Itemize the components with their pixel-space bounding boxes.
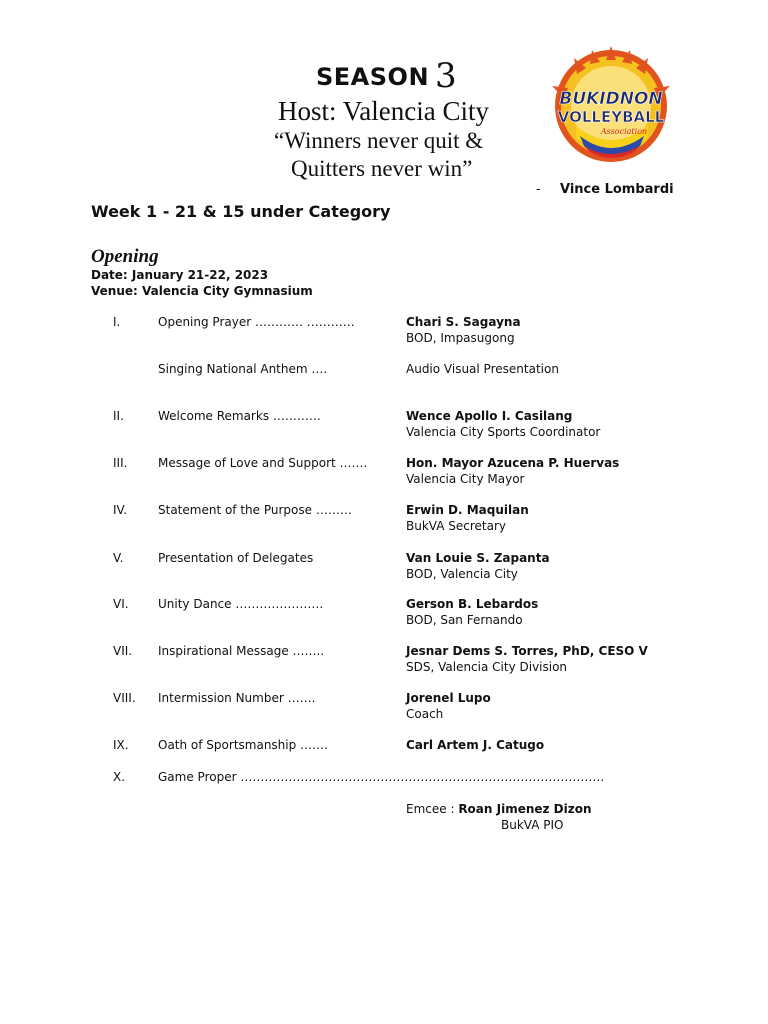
quote-author — [536, 182, 674, 197]
program-item: Inspirational Message …….. — [158, 644, 325, 658]
season-number: 3 — [435, 56, 458, 96]
program-person: Carl Artem J. Catugo — [406, 738, 545, 752]
program-person: Jesnar Dems S. Torres, PhD, CESO V — [406, 644, 648, 658]
week-title: Week 1 - 21 & 15 under Category — [91, 202, 391, 221]
program-numeral: I. — [113, 315, 121, 329]
program-person: Jorenel Lupo — [406, 691, 491, 705]
program-person: Hon. Mayor Azucena P. Huervas — [406, 456, 620, 470]
program-numeral: II. — [113, 409, 124, 423]
program-numeral: IX. — [113, 738, 129, 752]
program-role: BOD, Impasugong — [406, 331, 515, 345]
program-role: BOD, San Fernando — [406, 613, 523, 627]
program-item: Statement of the Purpose ……… — [158, 503, 352, 517]
program-item: Oath of Sportsmanship ……. — [158, 738, 328, 752]
program-item: Singing National Anthem …. — [158, 362, 328, 376]
program-item: Game Proper ………………………………………………………………………………. — [158, 770, 605, 784]
program-role: BOD, Valencia City — [406, 567, 518, 581]
program-item: Unity Dance …………………. — [158, 597, 324, 611]
program-numeral: VI. — [113, 597, 129, 611]
emcee-name: Roan Jimenez Dizon — [458, 802, 592, 816]
program-item: Opening Prayer ………… ………… — [158, 315, 355, 329]
author-dash: - — [536, 182, 541, 197]
program-role: Valencia City Sports Coordinator — [406, 425, 601, 439]
event-venue: Venue: Valencia City Gymnasium — [91, 284, 313, 298]
season-title — [316, 56, 457, 96]
event-date: Date: January 21-22, 2023 — [91, 268, 269, 282]
emcee-line — [406, 802, 592, 816]
program-numeral: X. — [113, 770, 126, 784]
program-numeral: III. — [113, 456, 128, 470]
opening-title: Opening — [91, 246, 159, 267]
host-title: Host: Valencia City — [278, 96, 489, 126]
program-item: Message of Love and Support ……. — [158, 456, 368, 470]
program-item: Presentation of Delegates — [158, 551, 314, 565]
program-role: Valencia City Mayor — [406, 472, 525, 486]
program-numeral: VIII. — [113, 691, 136, 705]
quote-line-2: Quitters never win” — [291, 156, 473, 181]
program-role: Coach — [406, 707, 444, 721]
program-person: Wence Apollo I. Casilang — [406, 409, 573, 423]
quote-line-1: “Winners never quit & — [274, 128, 484, 153]
program-role: SDS, Valencia City Division — [406, 660, 568, 674]
bukidnon-volleyball-logo — [544, 46, 678, 166]
logo-text-bukidnon: BUKIDNON — [559, 89, 663, 109]
program-role: BukVA Secretary — [406, 519, 506, 533]
emcee-label: Emcee : — [406, 802, 459, 816]
emcee-role: BukVA PIO — [501, 818, 564, 832]
program-item: Welcome Remarks ………… — [158, 409, 321, 423]
logo-text-association: Association — [600, 127, 648, 136]
program-person: Chari S. Sagayna — [406, 315, 521, 329]
program-person: Erwin D. Maquilan — [406, 503, 529, 517]
program-numeral: V. — [113, 551, 124, 565]
program-numeral: VII. — [113, 644, 133, 658]
program-person: Van Louie S. Zapanta — [406, 551, 550, 565]
program-item: Intermission Number ……. — [158, 691, 316, 705]
author-name: Vince Lombardi — [560, 182, 674, 197]
program-numeral: IV. — [113, 503, 128, 517]
season-word: SEASON — [316, 63, 430, 91]
program-role: Audio Visual Presentation — [406, 362, 559, 376]
logo-text-volleyball: VOLLEYBALL — [557, 108, 665, 126]
program-person: Gerson B. Lebardos — [406, 597, 539, 611]
